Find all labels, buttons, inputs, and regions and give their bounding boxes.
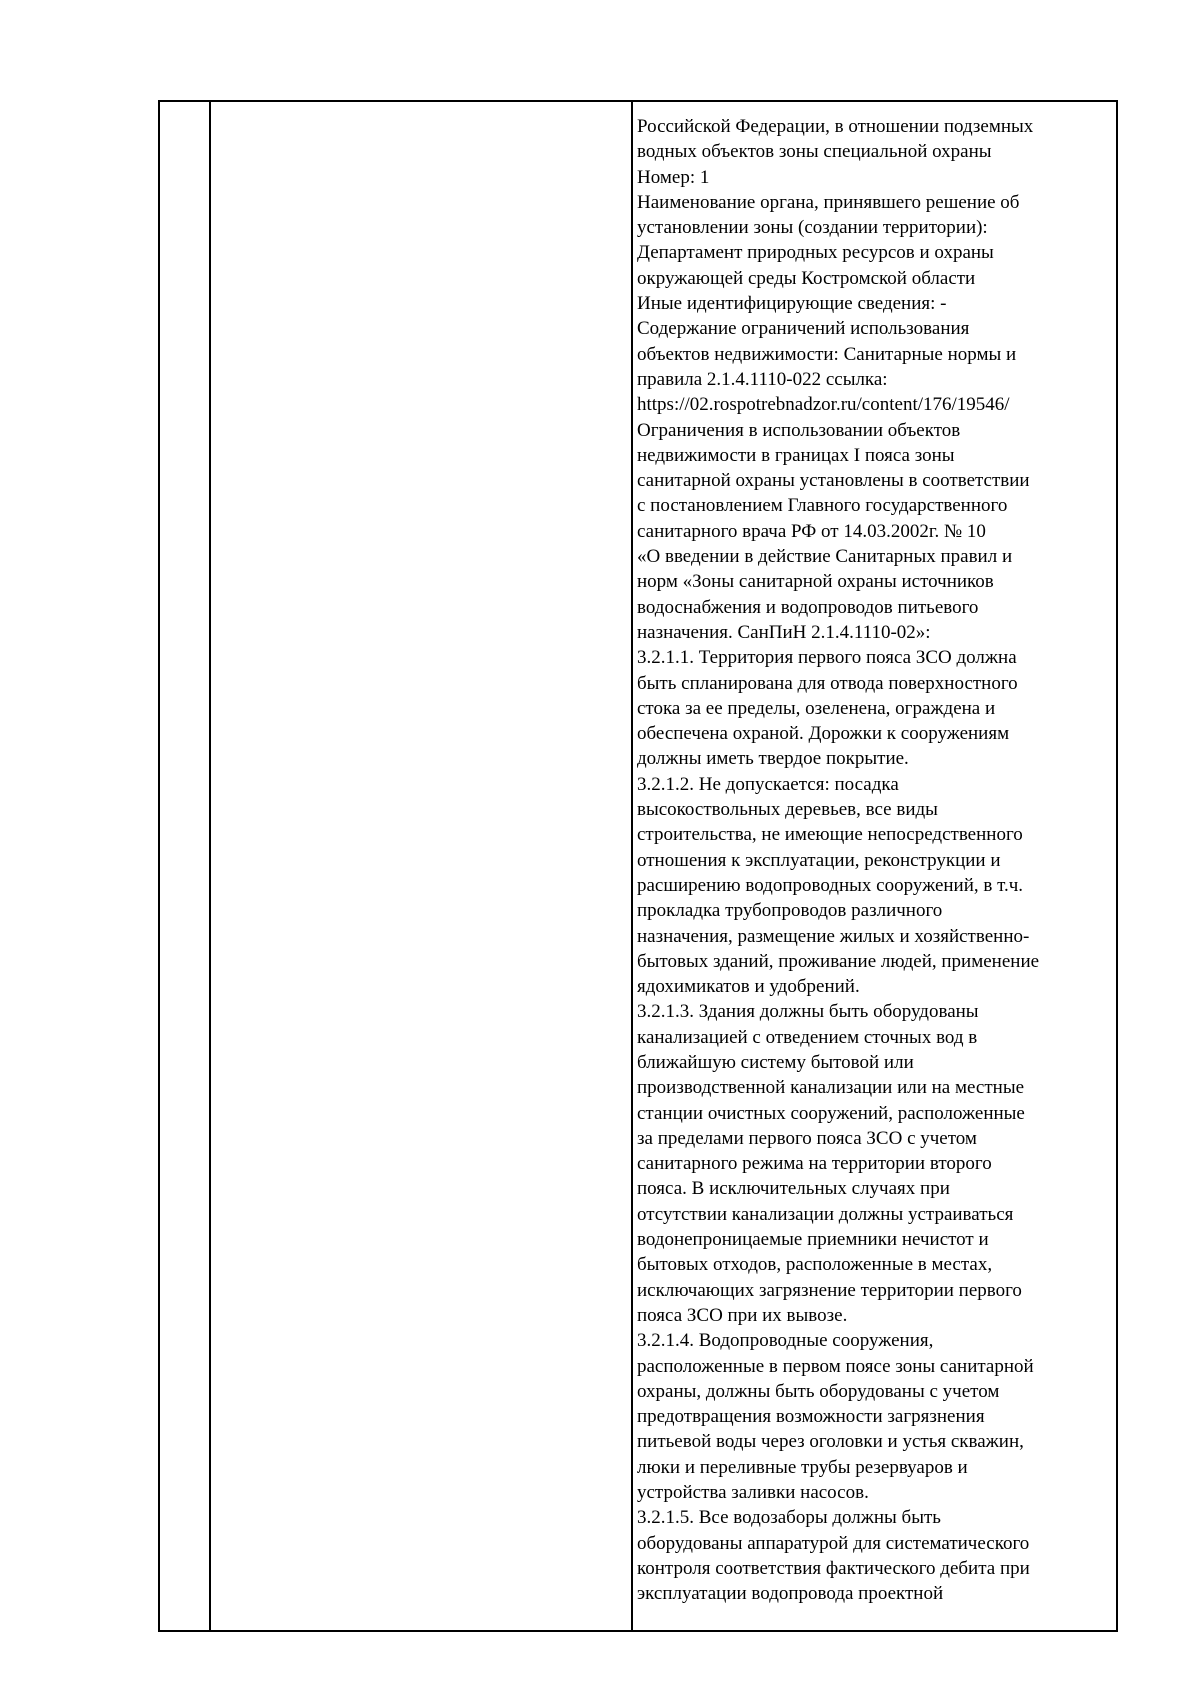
text-line: санитарной охраны установлены в соответствии bbox=[637, 470, 1030, 492]
text-line: назначения, размещение жилых и хозяйственно- bbox=[637, 925, 1030, 947]
text-line: исключающих загрязнение территории первого bbox=[637, 1279, 1022, 1301]
text-line: Содержание ограничений использования bbox=[637, 318, 970, 340]
text-line: строительства, не имеющие непосредственного bbox=[637, 824, 1023, 846]
text-line: расширению водопроводных сооружений, в т.ч. bbox=[637, 874, 1024, 896]
text-line: Иные идентифицирующие сведения: - bbox=[637, 293, 947, 315]
text-line: ядохимикатов и удобрений. bbox=[637, 976, 860, 998]
text-line: пояса ЗСО при их вывозе. bbox=[637, 1304, 848, 1326]
text-line: контроля соответствия фактического дебита при bbox=[637, 1557, 1030, 1579]
text-line: должны иметь твердое покрытие. bbox=[637, 748, 909, 770]
text-line: отношения к эксплуатации, реконструкции и bbox=[637, 849, 1001, 871]
text-line: производственной канализации или на местные bbox=[637, 1077, 1025, 1099]
text-line: расположенные в первом поясе зоны санитарной bbox=[637, 1355, 1034, 1377]
text-line: высокоствольных деревьев, все виды bbox=[637, 799, 938, 821]
text-line: Наименование органа, принявшего решение об bbox=[637, 191, 1020, 213]
text-line: устройства заливки насосов. bbox=[637, 1482, 869, 1504]
text-line: стока за ее пределы, озеленена, ограждена и bbox=[637, 697, 996, 719]
text-line: установлении зоны (создании территории): bbox=[637, 217, 988, 239]
text-line: предотвращения возможности загрязнения bbox=[637, 1406, 985, 1428]
text-line: «О введении в действие Санитарных правил и bbox=[637, 546, 1013, 568]
text-line: станции очистных сооружений, расположенные bbox=[637, 1102, 1025, 1124]
text-line: 3.2.1.3. Здания должны быть оборудованы bbox=[637, 1001, 979, 1023]
text-line: 3.2.1.2. Не допускается: посадка bbox=[637, 773, 899, 795]
text-line: Департамент природных ресурсов и охраны bbox=[637, 242, 994, 264]
text-line: правила 2.1.4.1110-022 ссылка: bbox=[637, 368, 888, 390]
column-divider-1 bbox=[209, 102, 211, 1630]
text-line: люки и переливные трубы резервуаров и bbox=[637, 1456, 968, 1478]
document-table bbox=[158, 100, 1118, 1632]
text-line: с постановлением Главного государственного bbox=[637, 495, 1008, 517]
text-line: https://02.rospotrebnadzor.ru/content/176/19546/ bbox=[637, 394, 1010, 416]
text-line: водонепроницаемые приемники нечистот и bbox=[637, 1229, 989, 1251]
text-line: эксплуатации водопровода проектной bbox=[637, 1583, 944, 1605]
text-line: объектов недвижимости: Санитарные нормы и bbox=[637, 343, 1017, 365]
text-line: прокладка трубопроводов различного bbox=[637, 900, 943, 922]
text-line: бытовых зданий, проживание людей, применение bbox=[637, 950, 1040, 972]
text-line: Российской Федерации, в отношении подземных bbox=[637, 116, 1034, 137]
text-line: 3.2.1.1. Территория первого пояса ЗСО должна bbox=[637, 647, 1017, 669]
text-line: отсутствии канализации должны устраиваться bbox=[637, 1203, 1014, 1225]
text-line: санитарного врача РФ от 14.03.2002г. № 10 bbox=[637, 520, 986, 542]
text-line: питьевой воды через оголовки и устья скважин, bbox=[637, 1431, 1024, 1453]
text-line: санитарного режима на территории второго bbox=[637, 1153, 992, 1175]
text-line: пояса. В исключительных случаях при bbox=[637, 1178, 950, 1200]
text-line: Номер: 1 bbox=[637, 166, 710, 188]
column-divider-2 bbox=[631, 102, 633, 1630]
text-line: оборудованы аппаратурой для систематического bbox=[637, 1532, 1030, 1554]
text-line: бытовых отходов, расположенные в местах, bbox=[637, 1254, 993, 1276]
text-line: водоснабжения и водопроводов питьевого bbox=[637, 596, 979, 618]
restrictions-text-cell bbox=[637, 114, 1119, 1607]
text-line: норм «Зоны санитарной охраны источников bbox=[637, 571, 994, 593]
text-line: Ограничения в использовании объектов bbox=[637, 419, 961, 441]
text-line: за пределами первого пояса ЗСО с учетом bbox=[637, 1127, 977, 1149]
text-line: быть спланирована для отвода поверхностного bbox=[637, 672, 1018, 694]
text-line: 3.2.1.5. Все водозаборы должны быть bbox=[637, 1507, 941, 1529]
text-line: недвижимости в границах I пояса зоны bbox=[637, 444, 955, 466]
text-line: 3.2.1.4. Водопроводные сооружения, bbox=[637, 1330, 934, 1352]
text-line: назначения. СанПиН 2.1.4.1110-02»: bbox=[637, 621, 931, 643]
text-line: охраны, должны быть оборудованы с учетом bbox=[637, 1380, 1000, 1402]
text-line: канализацией с отведением сточных вод в bbox=[637, 1026, 978, 1048]
text-line: водных объектов зоны специальной охраны bbox=[637, 141, 992, 163]
text-line: ближайшую систему бытовой или bbox=[637, 1051, 914, 1073]
text-line: окружающей среды Костромской области bbox=[637, 267, 976, 289]
text-line: обеспечена охраной. Дорожки к сооружениям bbox=[637, 723, 1010, 745]
